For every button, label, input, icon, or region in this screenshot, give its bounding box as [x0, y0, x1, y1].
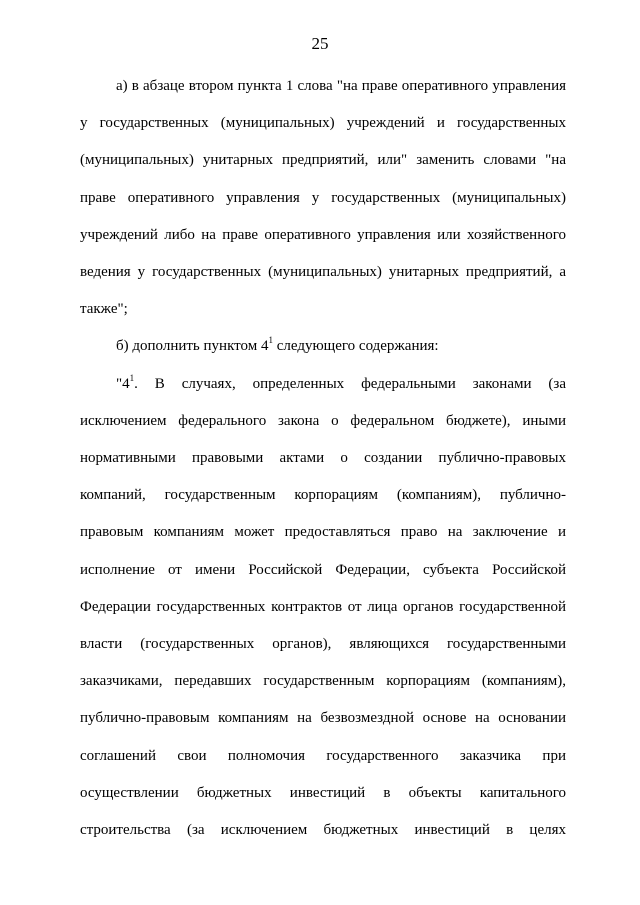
quoted-clause — [80, 366, 566, 850]
quoted-clause-prefix: "4 — [116, 375, 130, 392]
paragraph-b-superscript: 1 — [268, 335, 273, 346]
paragraph-b-prefix: б) дополнить пунктом 4 — [116, 338, 269, 355]
paragraph-a: а) в абзаце втором пункта 1 слова "на праве оперативного управления у государственных (муниципальных) учреждений и государственных (муниципальных) унитарных предприятий, или" заменить словами "на праве оперативного управления у государственных (муниципальных) учреждений либо на праве оперативного управления или хозяйственного ведения у государственных (муниципальных) унитарных предприятий, а также"; — [80, 78, 566, 318]
paragraph-b — [80, 328, 566, 365]
page-number: 25 — [311, 34, 329, 53]
paragraph-b-suffix: следующего содержания: — [272, 338, 439, 355]
quoted-clause-superscript: 1 — [129, 372, 135, 383]
document-body — [80, 68, 566, 849]
quoted-clause-text: . В случаях, определенных федеральными законами (за исключением федерального закона о федеральном бюджете), иными нормативными правовыми актами о создании публично-правовых компаний, государственным корпорациям (компаниям), публично-правовым компаниям может предоставляться право на заключение и исполнение от имени Российской Федерации, субъекта Российской Федерации государственных контрактов от лица органов государственной власти (государственных органов), являющихся государственными заказчиками, передавших государственным корпорациям (компаниям), публично-правовым компаниям на безвозмездной основе на основании соглашений свои полномочия государственного заказчика при осуществлении бюджетных инвестиций в объекты капитального строительства (за исключением бюджетных инвестиций в целях — [80, 375, 566, 839]
